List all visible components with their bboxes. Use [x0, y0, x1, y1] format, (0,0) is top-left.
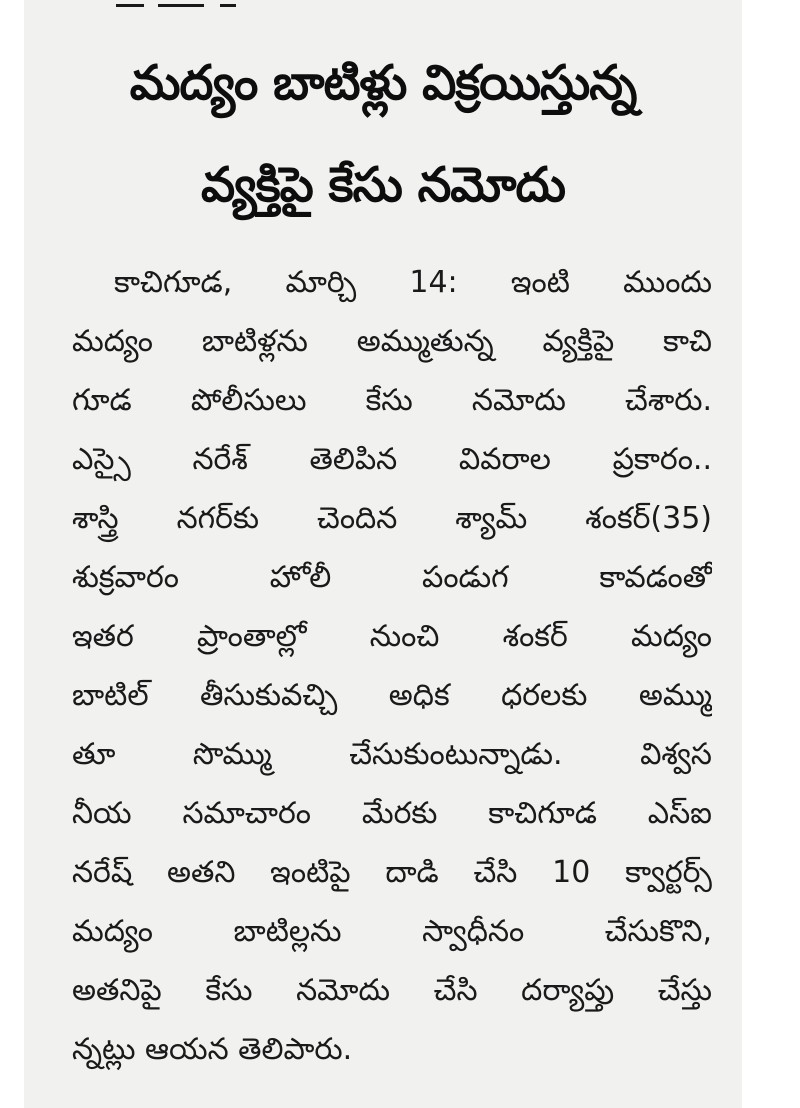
- body-line-11: నరేష్ అతని ఇంటిపై దాడి చేసి 10 క్వార్టర్స్: [72, 855, 712, 890]
- body-line-3: గూడ పోలీసులు కేసు నమోదు చేశారు.: [72, 383, 712, 418]
- headline-line-2: వ్యక్తిపై కేసు నమోదు: [201, 157, 565, 213]
- page-margin: [742, 0, 800, 1108]
- newspaper-clipping: [24, 0, 742, 1108]
- body-line-1: కాచిగూడ, మార్చి 14: ఇంటి ముందు: [114, 265, 712, 300]
- body-line-12: మద్యం బాటిల్లను స్వాధీనం చేసుకొని,: [72, 914, 712, 949]
- body-line-2: మద్యం బాటిళ్లను అమ్ముతున్న వ్యక్తిపై కాచి: [72, 324, 712, 359]
- body-line-6: శుక్రవారం హోలీ పండుగ కావడంతో: [72, 560, 712, 595]
- body-line-10: నీయ సమాచారం మేరకు కాచిగూడ ఎస్‌ఐ: [72, 796, 712, 831]
- body-line-4: ఎస్సై నరేశ్ తెలిపిన వివరాల ప్రకారం..: [72, 442, 712, 477]
- headline-line-1: మద్యం బాటిళ్లు విక్రయిస్తున్న: [129, 55, 637, 111]
- body-line-8: బాటిల్ తీసుకువచ్చి అధిక ధరలకు అమ్ము: [72, 678, 712, 713]
- body-line-5: శాస్త్రి నగర్‌కు చెందిన శ్యామ్ శంకర్(35): [72, 501, 712, 536]
- body-line-7: ఇతర ప్రాంతాల్లో నుంచి శంకర్ మద్యం: [72, 619, 712, 654]
- body-line-13: అతనిపై కేసు నమోదు చేసి దర్యాప్తు చేస్తు: [72, 973, 712, 1008]
- previous-article-cut-edge: [24, 0, 742, 8]
- body-line-9: తూ సొమ్ము చేసుకుంటున్నాడు. విశ్వస: [72, 737, 712, 772]
- body-line-14: న్నట్లు ఆయన తెలిపారు.: [72, 1032, 353, 1067]
